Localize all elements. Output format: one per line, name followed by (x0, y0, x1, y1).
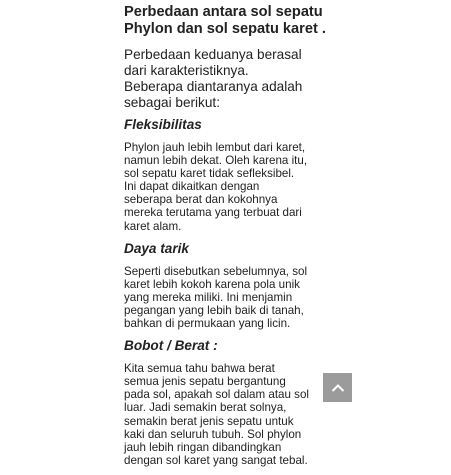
section-heading-flexibility: Fleksibilitas (124, 117, 202, 132)
article-title: Perbedaan antara sol sepatu Phylon dan sol sepatu karet . (124, 4, 326, 37)
article (124, 4, 330, 475)
section-text-flexibility: Phylon jauh lebih lembut dari karet, namun lebih dekat. Oleh karena itu, sol sepatu karet tidak sefleksibel. Ini dapat dikaitkan dengan seberapa berat dan kokohnya mereka terutama yang terbuat dari karet alam. (124, 141, 308, 233)
chevron-up-icon (331, 383, 345, 393)
section-text-traction: Seperti disebutkan sebelumnya, sol karet lebih kokoh karena pola unik yang mereka miliki. Ini menjamin pegangan yang lebih baik di tanah, bahkan di permukaan yang licin. (124, 264, 308, 331)
scroll-to-top-button[interactable] (323, 373, 352, 402)
section-text-weight: Kita semua tahu bahwa berat semua jenis sepatu bergantung pada sol, apakah sol dalam atau sol luar. Jadi semakin berat solnya, semakin berat jenis sepatu untuk kaki dan seluruh tubuh. Sol phylon jauh lebih ringan dibandingkan dengan sol karet yang sangat tebal. (124, 362, 309, 467)
section-heading-traction: Daya tarik (124, 240, 189, 256)
section-heading-weight: Bobot / Berat : (124, 338, 218, 354)
article-intro: Perbedaan keduanya berasal dari karakteristiknya. Beberapa diantaranya adalah sebagai berikut: (124, 47, 303, 110)
